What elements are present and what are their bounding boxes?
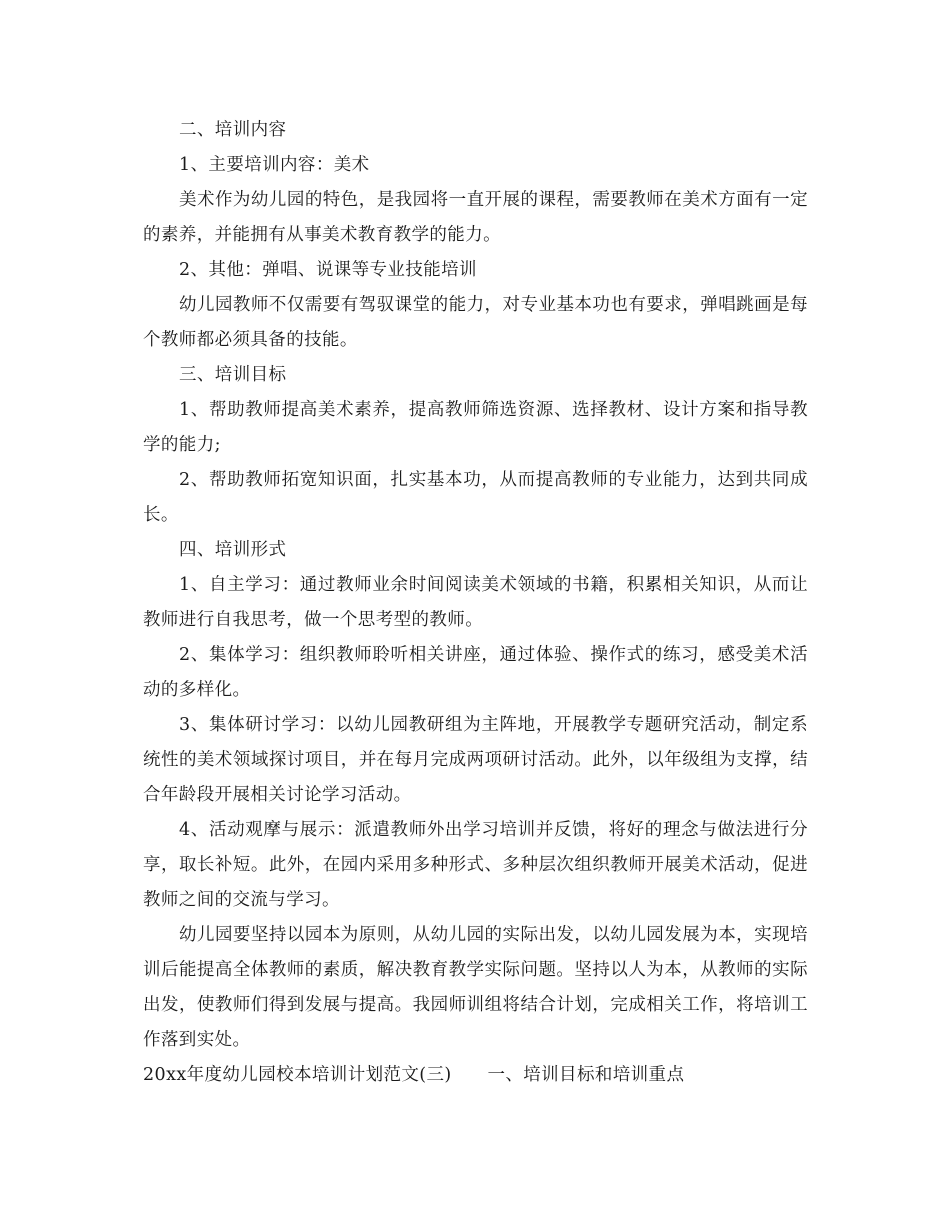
- section-heading-training-forms: 四、培训形式: [179, 540, 287, 560]
- next-document-title: 20xx年度幼儿园校本培训计划范文(三) 一、培训目标和培训重点: [143, 1065, 685, 1085]
- section-heading-training-content: 二、培训内容: [179, 120, 287, 140]
- subheading-other-skills: 2、其他：弹唱、说课等专业技能培训: [179, 260, 477, 280]
- goal-item-2: 2、帮助教师拓宽知识面，扎实基本功，从而提高教师的专业能力，达到共同成长。: [143, 470, 808, 525]
- subheading-main-content: 1、主要培训内容：美术: [179, 155, 370, 175]
- form-item-2: 2、集体学习：组织教师聆听相关讲座，通过体验、操作式的练习，感受美术活动的多样化。: [143, 645, 808, 700]
- form-item-1: 1、自主学习：通过教师业余时间阅读美术领域的书籍，积累相关知识，从而让教师进行自我思考，做一个思考型的教师。: [143, 575, 808, 630]
- goal-item-1: 1、帮助教师提高美术素养，提高教师筛选资源、选择教材、设计方案和指导教学的能力;: [143, 400, 808, 455]
- document-body: [143, 113, 808, 1093]
- paragraph-skills: 幼儿园教师不仅需要有驾驭课堂的能力，对专业基本功也有要求，弹唱跳画是每个教师都必须具备的技能。: [143, 295, 808, 350]
- paragraph-conclusion: 幼儿园要坚持以园本为原则，从幼儿园的实际出发，以幼儿园发展为本，实现培训后能提高全体教师的素质，解决教育教学实际问题。坚持以人为本，从教师的实际出发，使教师们得到发展与提高。我园师训组将结合计划，完成相关工作，将培训工作落到实处。: [143, 925, 808, 1050]
- form-item-3: 3、集体研讨学习：以幼儿园教研组为主阵地，开展教学专题研究活动，制定系统性的美术领域探讨项目，并在每月完成两项研讨活动。此外，以年级组为支撑，结合年龄段开展相关讨论学习活动。: [143, 715, 808, 805]
- paragraph-art: 美术作为幼儿园的特色，是我园将一直开展的课程，需要教师在美术方面有一定的素养，并能拥有从事美术教育教学的能力。: [143, 190, 808, 245]
- form-item-4: 4、活动观摩与展示：派遣教师外出学习培训并反馈，将好的理念与做法进行分享，取长补短。此外，在园内采用多种形式、多种层次组织教师开展美术活动，促进教师之间的交流与学习。: [143, 820, 808, 910]
- section-heading-training-goals: 三、培训目标: [179, 365, 287, 385]
